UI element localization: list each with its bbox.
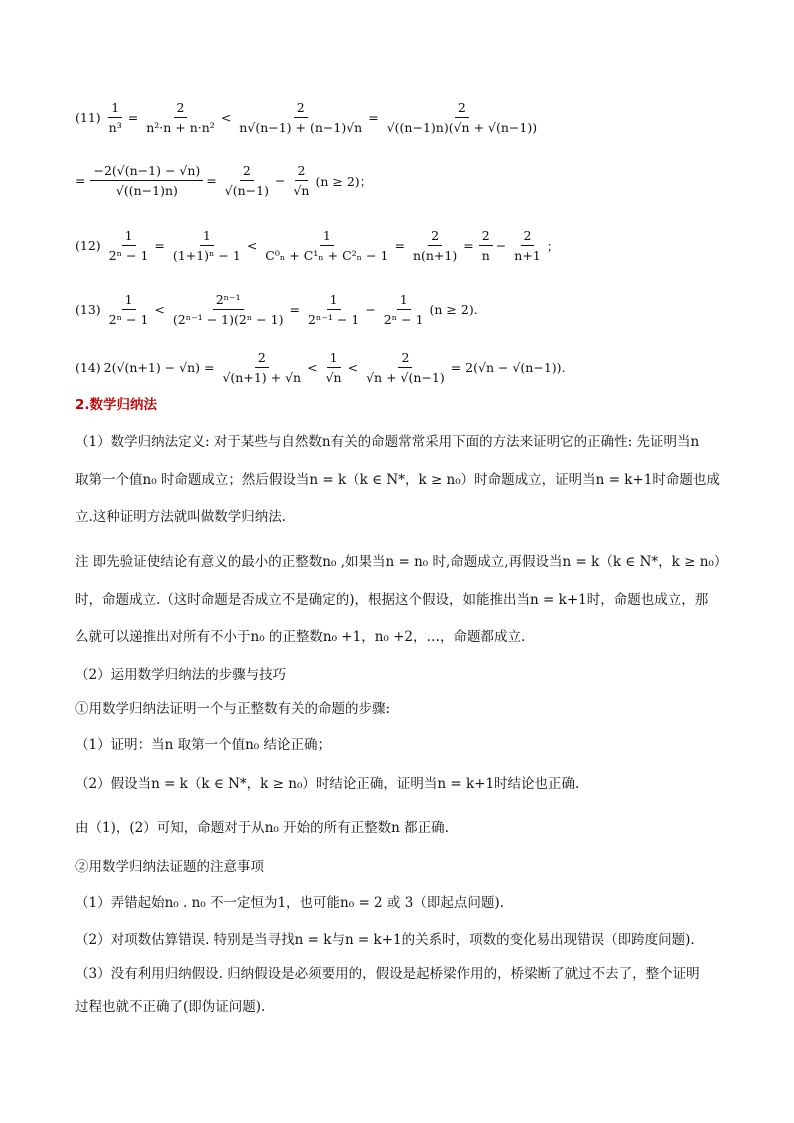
fraction: $\frac{2}{n+1}$ — [514, 228, 541, 263]
formula-label: (11) — [75, 110, 101, 125]
formula-12: (12) $\frac{1}{\text{2ⁿ − 1}}$ = $\frac{1}{\text{(1+1)ⁿ − 1}}$ < $\frac{1}{\text{C⁰ₙ + C¹ₙ + C²ₙ − 1}}$ = $\frac{2}{n(n+1)}$ = $\frac{2}{n}$ − $\frac{2}{n+1}$ ； — [75, 228, 560, 263]
note-line-2: 时，命题成立.（这时命题是否成立不是确定的)，根据这个假设，如能推出当n = k+1时，命题也成立，那 — [75, 592, 709, 608]
fraction: $\frac{1}{\text{2ⁿ − 1}}$ — [108, 292, 149, 327]
fraction: $\frac{1}{\text{(1+1)ⁿ − 1}}$ — [172, 228, 241, 263]
fraction: $\frac{2}{√(n+1) + √n}$ — [222, 350, 302, 385]
fraction: $\frac{2}{√n}$ — [293, 163, 310, 198]
step-1: （1）证明：当n 取第一个值n₀ 结论正确； — [75, 737, 331, 753]
fraction: $\frac{\text{2ⁿ⁻¹}}{\text{(2ⁿ⁻¹ − 1)(2ⁿ − 1)}}$ — [172, 292, 284, 327]
fraction: $\frac{1}{√n}$ — [325, 350, 342, 385]
formula-11: (11) $\frac{1}{\text{n³}}$ = $\frac{2}{\text{n²·n + n·n²}}$ < $\frac{2}{n√(n-1) + (n-1)√n}$ = $\frac{2}{√((n-1)n)(√n + √(n-1))}$ — [75, 100, 543, 135]
fraction: $\frac{1}{\text{2ⁿ − 1}}$ — [108, 228, 149, 263]
fraction: $\frac{1}{\text{n³}}$ — [108, 100, 122, 135]
fraction: $\frac{1}{\text{2ⁿ − 1}}$ — [383, 292, 424, 327]
fraction: $\frac{2}{√(n-1)}$ — [224, 163, 269, 198]
definition-line-1: （1）数学归纳法定义: 对于某些与自然数n有关的命题常常采用下面的方法来证明它的正确性: 先证明当n — [75, 434, 700, 450]
note-item-2: （2）对项数估算错误. 特别是当寻找n = k与n = k+1的关系时，项数的变化易出现错误（即跨度问题). — [75, 932, 695, 948]
formula-label: (12) — [75, 238, 101, 253]
notes-title: ②用数学归纳法证题的注意事项 — [75, 859, 264, 875]
section-title: 2.数学归纳法 — [75, 397, 158, 413]
step-2: （2）假设当n = k（k ∈ N*，k ≥ n₀）时结论正确，证明当n = k+1时结论也正确. — [75, 776, 580, 792]
subheading-steps: （2）运用数学归纳法的步骤与技巧 — [75, 667, 287, 683]
formula-14: (14) 2(√(n+1) − √n) = $\frac{2}{√(n+1) + √n}$ < $\frac{1}{√n}$ < $\frac{2}{√n + √(n-1)}$ = 2(√n − √(n−1)). — [75, 350, 566, 385]
fraction: $\frac{2}{n(n+1)}$ — [412, 228, 458, 263]
formula-13: (13) $\frac{1}{\text{2ⁿ − 1}}$ < $\frac{\text{2ⁿ⁻¹}}{\text{(2ⁿ⁻¹ − 1)(2ⁿ − 1)}}$ = $\frac{1}{\text{2ⁿ⁻¹ − 1}}$ − $\frac{1}{\text{2ⁿ − 1}}$ (n ≥ 2). — [75, 292, 478, 327]
note-line-3: 么就可以递推出对所有不小于n₀ 的正整数n₀ +1，n₀ +2，…，命题都成立. — [75, 629, 526, 645]
fraction: $\frac{2}{√((n-1)n)(√n + √(n-1))}$ — [386, 100, 538, 135]
note-item-1: （1）弄错起始n₀ . n₀ 不一定恒为1，也可能n₀ = 2 或 3（即起点问题). — [75, 895, 504, 911]
note-line-1: 注 即先验证使结论有意义的最小的正整数n₀ ,如果当n = n₀ 时,命题成立,再假设当n = k（k ∈ N*，k ≥ n₀） — [75, 554, 728, 570]
formula-label: (14) — [75, 360, 101, 375]
note-item-3-line-1: （3）没有利用归纳假设. 归纳假设是必须要用的，假设是起桥梁作用的，桥梁断了就过不去了，整个证明 — [75, 966, 700, 982]
fraction: $\frac{2}{n}$ — [479, 228, 493, 263]
fraction: $\frac{2}{n√(n-1) + (n-1)√n}$ — [239, 100, 363, 135]
note-item-3-line-2: 过程也就不正确了(即伪证问题). — [75, 999, 266, 1015]
definition-line-3: 立.这种证明方法就叫做数学归纳法. — [75, 509, 287, 525]
steps-title: ①用数学归纳法证明一个与正整数有关的命题的步骤: — [75, 701, 391, 717]
fraction: $\frac{1}{\text{2ⁿ⁻¹ − 1}}$ — [307, 292, 360, 327]
formula-11-continued: = $\frac{-2(√(n-1) - √n)}{√((n-1)n)}$ = $\frac{2}{√(n-1)}$ − $\frac{2}{√n}$ (n ≥ 2)； — [75, 163, 373, 198]
fraction: $\frac{2}{\text{n²·n + n·n²}}$ — [146, 100, 215, 135]
fraction: $\frac{2}{√n + √(n-1)}$ — [366, 350, 445, 385]
fraction: $\frac{1}{\text{C⁰ₙ + C¹ₙ + C²ₙ − 1}}$ — [265, 228, 389, 263]
fraction: $\frac{-2(√(n-1) - √n)}{√((n-1)n)}$ — [90, 163, 203, 198]
conclusion: 由（1)，(2）可知，命题对于从n₀ 开始的所有正整数n 都正确. — [75, 820, 449, 836]
formula-label: (13) — [75, 302, 101, 317]
definition-line-2: 取第一个值n₀ 时命题成立；然后假设当n = k（k ∈ N*，k ≥ n₀）时命题成立，证明当n = k+1时命题也成 — [75, 472, 720, 488]
